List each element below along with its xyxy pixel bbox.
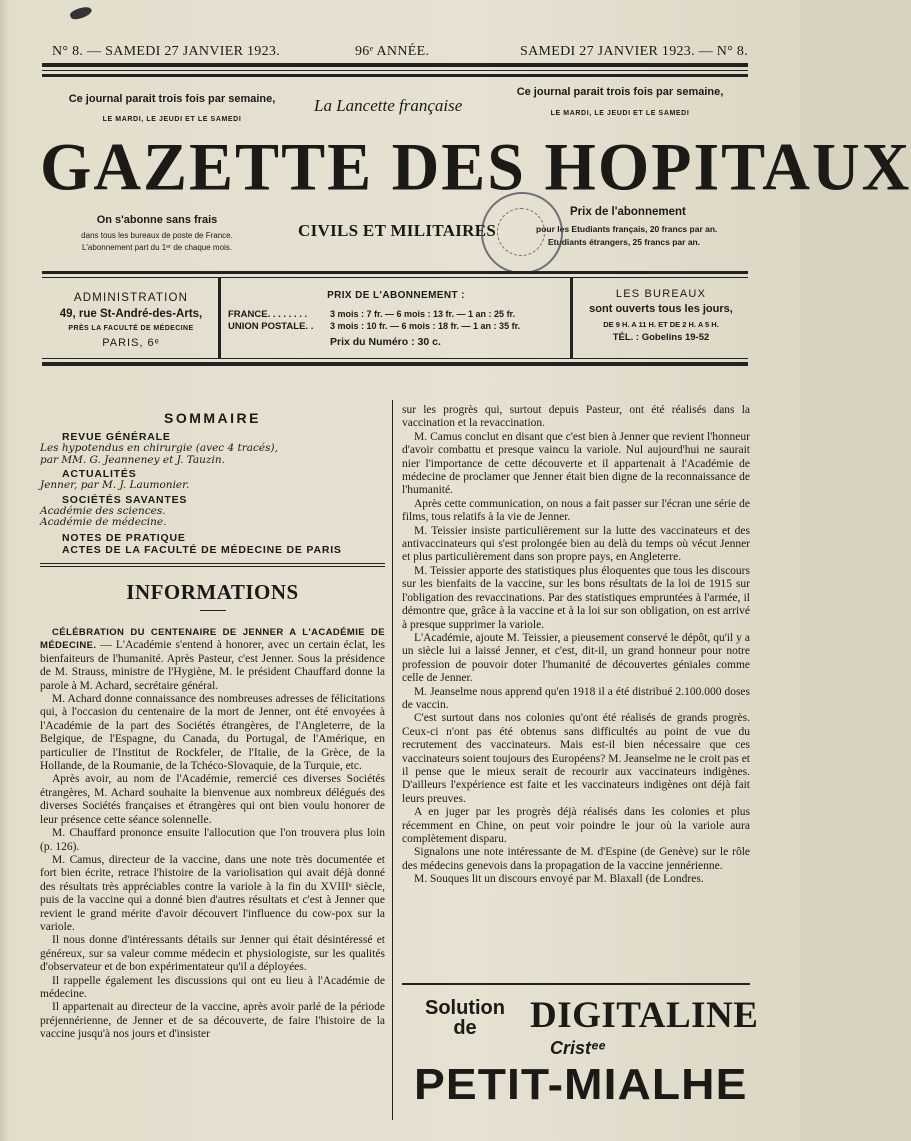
issue-right: SAMEDI 27 JANVIER 1923. — N° 8. xyxy=(520,44,749,59)
sommaire xyxy=(40,410,385,556)
box-divider-2 xyxy=(570,278,573,358)
ad-solution: Solution xyxy=(425,997,505,1019)
admin-near: PRÈS LA FACULTÉ DE MÉDECINE xyxy=(68,325,194,332)
right-p6: L'Académie, ajoute M. Teissier, a pieusement conservé le dépôt, qu'il y a un siècle lui a laissé Jenner, et c'est, dit-il, un grand honneur pour notre profession de pouvoir doter l'humanité de découvertes géniales comme celle de Jenner. xyxy=(402,631,750,685)
right-p4: M. Teissier insiste particulièrement sur la lutte des vaccinateurs et des antivaccinateurs qui s'est prolongée bien au delà du temps où vécut Jenner et plus particulièrement dans son propre pays, en Angleterre. xyxy=(402,524,750,564)
ad-de: de xyxy=(453,1017,477,1039)
right-column-body xyxy=(402,404,750,887)
lancette: La Lancette française xyxy=(314,96,463,115)
civils-militaires: CIVILS ET MILITAIRES xyxy=(298,221,497,240)
right-p10: Signalons une note intéressante de M. d'Espine (de Genève) sur le rôle des médecins genevois dans la propagation de la vaccine jennérienne. xyxy=(402,846,750,872)
left-blurb-2: LE MARDI, LE JEUDI ET LE SAMEDI xyxy=(102,116,242,123)
left-blurb-1: Ce journal parait trois fois par semaine, xyxy=(68,93,276,105)
sommaire-sec4: NOTES DE PRATIQUE xyxy=(62,531,186,544)
ad-petit-mialhe: PETIT-MIALHE xyxy=(414,1060,748,1109)
annee: 96ᵉ ANNÉE. xyxy=(355,44,430,59)
top-rule-thick xyxy=(42,63,748,67)
digitaline-ad xyxy=(402,988,759,1123)
right-p11: M. Souques lit un discours envoyé par M. Blaxall (de Londres. xyxy=(414,873,704,886)
right-p8: C'est surtout dans nos colonies qu'ont été réalisés de grands progrès. Ceux-ci n'ont pas été obtenus sans difficultés au point de vue du recrutement des vaccinateurs. Mais est-il bien nécessaire que ces vaccinateurs soient toujours des Européens? M. Jeanselme ne le croit pas et il pense que le mieux serait de recourir aux vaccinateurs indigènes. D'ailleurs l'expérience est faite et les vaccinateurs indigènes ont déjà fait leurs preuves. xyxy=(402,712,750,805)
abonne-3: L'abonnement part du 1ᵉʳ de chaque mois. xyxy=(81,243,233,252)
informations-p4: M. Chauffard prononce ensuite l'allocution que l'on trouvera plus loin (p. 126). xyxy=(40,827,385,853)
informations-title: INFORMATIONS xyxy=(126,580,299,604)
informations-p2: M. Achard donne connaissance des nombreuses adresses de félicitations qui, à l'occasion du centenaire de la mort de Jenner, ont été envoyées à l'Académie de la part des Sociétés étrangères, de l'Angleterre, de la Belgique, de l'Espagne, du Canada, du Portugal, de l'Amérique, en particulier de l'Institut de Rockfeler, de l'Italie, de la Grèce, de la Hollande, de la Roumanie, de la Tchéco-Slovaquie, de la Turquie, etc. xyxy=(40,693,385,773)
informations-p8: Il appartenait au directeur de la vaccine, après avoir parlé de la période préjennérienne, de Jenner et de sa découverte, de faire l'histoire de la vaccine jusqu'à nos jours et d'insister xyxy=(40,1001,385,1041)
ad-digitaline: DIGITALINE xyxy=(530,995,759,1036)
bureaux-tel: TÉL. : Gobelins 19-52 xyxy=(612,332,710,343)
ink-mark xyxy=(69,5,93,22)
sommaire-sec3-a: Académie des sciences. xyxy=(40,504,166,517)
prix-union: UNION POSTALE. . xyxy=(228,321,314,332)
prix-2: Etudiants étrangers, 25 francs par an. xyxy=(548,237,701,247)
admin-address: 49, rue St-André-des-Arts, xyxy=(59,308,203,320)
sommaire-rule xyxy=(40,563,385,564)
top-rule-thick-2 xyxy=(42,74,748,77)
prix-union-rates: 3 mois : 10 fr. — 6 mois : 18 fr. — 1 an : 35 fr. xyxy=(330,321,521,331)
informations-body xyxy=(40,626,385,1042)
library-stamp xyxy=(481,192,563,274)
sommaire-rule-2 xyxy=(40,566,385,567)
box-rule-top-thin xyxy=(42,277,748,278)
informations-p5: M. Camus, directeur de la vaccine, dans une note très documentée et fort bien écrite, retrace l'histoire de la variolisation qui avait déjà donné des résultats très appréciables contre la variole à la fin du XVIIIᵉ siècle, puis de la vaccine qui a donné bien d'autres résultats et c'est à Jenner que revient le grand mérite d'avoir découvert l'influence du cow-pox sur la variole. xyxy=(40,853,385,933)
bureaux-title: LES BUREAUX xyxy=(615,288,707,300)
right-p5: M. Teissier apporte des statistiques plus éloquentes que tous les discours sur les bienfaits de la vaccine, sur les bons résultats de la loi de 1915 sur l'obligation des revaccinations. Par des statistiques empruntées à l'armée, il démontre que, grâce à la vaccine et à la loi sur son obligation, on est arrivé à presque supprimer la variole. xyxy=(402,564,750,631)
sommaire-sec1-text: Les hypotendus en chirurgie (avec 4 tracés), par MM. G. Jeanneney et J. Tauzin. xyxy=(40,442,278,466)
sommaire-sec2-text: Jenner, par M. J. Laumonier. xyxy=(40,479,190,491)
bureaux-line2: DE 9 H. A 11 H. ET DE 2 H. A 5 H. xyxy=(603,320,719,329)
admin-title: ADMINISTRATION xyxy=(73,292,189,304)
sommaire-sec5: ACTES DE LA FACULTÉ DE MÉDECINE DE PARIS xyxy=(62,543,342,556)
bureaux-line1: sont ouverts tous les jours, xyxy=(589,303,733,315)
abonne-2: dans tous les bureaux de poste de France. xyxy=(81,231,233,240)
right-p2: M. Camus conclut en disant que c'est bien à Jenner que revient l'honneur d'avoir combattu et presque vaincu la variole. Nul aujourd'hui ne saurait nier l'importance de cette découverte et il appartenait à l'Académie de médecine de proclamer que Jenner était bien digne de la reconnaissance de l'humanité. xyxy=(402,430,750,497)
right-p3: Après cette communication, on nous a fait passer sur l'écran une série de films, tous relatifs à la vie de Jenner. xyxy=(402,497,750,524)
informations-heading: CÉLÉBRATION DU CENTENAIRE DE JENNER A L'ACADÉMIE DE MÉDECINE. xyxy=(40,627,385,652)
right-p1: sur les progrès qui, surtout depuis Pasteur, ont été réalisés dans la vaccination et la revaccination. xyxy=(402,404,750,430)
sommaire-title: SOMMAIRE xyxy=(164,410,261,426)
sommaire-sec3-b: Académie de médecine. xyxy=(40,516,167,528)
box-rule-bottom xyxy=(42,358,748,359)
right-blurb-2: LE MARDI, LE JEUDI ET LE SAMEDI xyxy=(550,110,690,117)
informations-p6: Il nous donne d'intéressants détails sur Jenner qui était désintéressé et généreux, sur sa valeur comme médecin et physiologiste, sur les qualités d'observateur et de bon expérimentateur qu'il a déployées. xyxy=(40,934,385,974)
informations-dash xyxy=(200,610,226,611)
column-divider xyxy=(392,400,393,1120)
ad-crist: Cristᵉᵉ xyxy=(550,1038,606,1058)
prix-1: pour les Etudiants français, 20 francs par an. xyxy=(536,224,718,234)
sommaire-sec3: SOCIÉTÉS SAVANTES xyxy=(62,493,188,506)
informations-p3: Après avoir, au nom de l'Académie, remercié ces diverses Sociétés étrangères, M. Achard souhaite la bienvenue aux nombreux délégués des diverses Sociétés françaises et étrangères qui ont bien voulu honorer de leur présence cette séance solennelle. xyxy=(40,773,385,826)
prix-numero: Prix du Numéro : 30 c. xyxy=(330,336,441,348)
sommaire-sec2: ACTUALITÉS xyxy=(62,468,137,480)
informations-p1: — L'Académie s'entend à honorer, avec un certain éclat, les bienfaiteurs de l'humanité. Après Pasteur, c'est Jenner. Sous la présidence de M. Strauss, ministre de l'Hygiène, M. le président Chauffard donne la parole à M. Achard, secrétaire général. xyxy=(40,639,386,692)
issue-left: N° 8. — SAMEDI 27 JANVIER 1923. xyxy=(52,44,281,59)
top-rule-thin xyxy=(42,70,748,71)
informations-p7: Il rappelle également les discussions qui ont eu lieu à l'Académie de médecine. xyxy=(40,974,385,1000)
right-p7: M. Jeanselme nous apprend qu'en 1918 il a été distribué 2.100.000 doses de vaccin. xyxy=(402,685,750,711)
right-blurb-1: Ce journal parait trois fois par semaine, xyxy=(516,86,724,98)
prix-title: Prix de l'abonnement xyxy=(570,206,686,218)
ad-rule-top xyxy=(402,983,750,985)
right-p9: A en juger par les progrès déjà réalisés dans les colonies et plus récemment en Chine, on peut voir poindre le jour où la variole aura complètement disparu. xyxy=(402,806,750,845)
prix-france-rates: 3 mois : 7 fr. — 6 mois : 13 fr. — 1 an : 25 fr. xyxy=(330,309,516,319)
box-divider-1 xyxy=(218,278,221,358)
abonne-1: On s'abonne sans frais xyxy=(96,214,218,226)
box-rule-bottom-thick xyxy=(42,362,748,366)
prix-box-title: PRIX DE L'ABONNEMENT : xyxy=(327,290,465,301)
prix-france: FRANCE. . . . . . . . xyxy=(228,309,308,320)
box-rule-top xyxy=(42,271,748,274)
masthead-title: GAZETTE DES HOPITAUX xyxy=(40,130,911,205)
sommaire-sec1: REVUE GÉNÉRALE xyxy=(62,431,171,443)
admin-city: PARIS, 6ᵉ xyxy=(102,337,160,349)
